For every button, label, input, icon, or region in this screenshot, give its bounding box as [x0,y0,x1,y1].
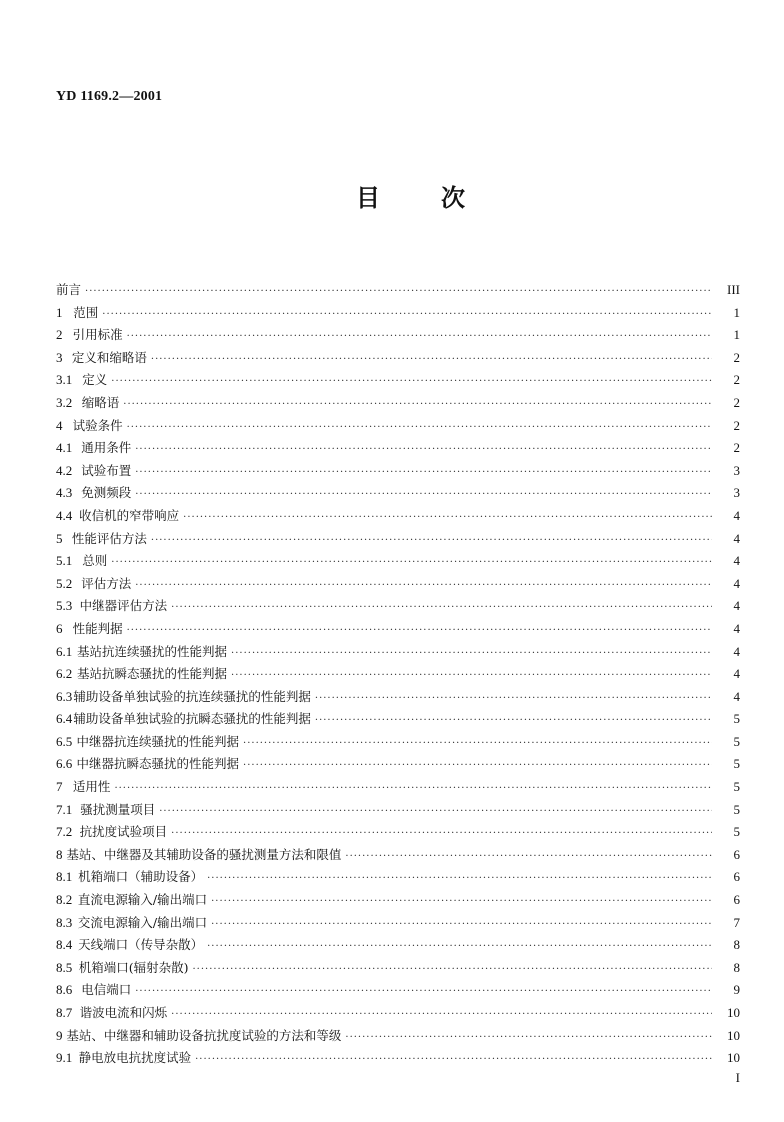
toc-entry-number: 7 [56,779,63,795]
toc-entry-number: 5.1 [56,553,73,569]
toc-entry-title: 性能评估方法 [71,530,147,546]
toc-entry-number: 5.2 [56,575,73,591]
toc-leader-dots [315,710,712,733]
toc-entry-title: 机箱端口（辅助设备） [78,869,204,885]
toc-entry-title: 定义 [82,372,108,388]
toc-entry-number: 6.6 [56,756,73,772]
toc-entry-title: 基站、中继器及其辅助设备的骚扰测量方法和限值 [66,846,342,862]
toc-entry-title: 抗扰度试验项目 [79,824,168,840]
toc-entry-title: 范围 [73,304,99,320]
toc-entry[interactable] [56,392,740,415]
toc-entry-title: 定义和缩略语 [71,349,147,365]
toc-leader-dots [114,778,712,801]
toc-leader-dots [345,1027,712,1050]
toc-entry[interactable] [56,324,740,347]
toc-entry-title: 中继器抗连续骚扰的性能判据 [76,733,240,749]
toc-entry-number: 2 [56,327,63,343]
toc-entry-page: 10 [727,1050,740,1066]
toc-entry[interactable] [56,415,740,438]
toc-entry-page: 1 [733,327,740,343]
toc-entry[interactable] [56,731,740,754]
toc-leader-dots [111,371,712,394]
toc-entry[interactable] [56,866,740,889]
toc-leader-dots [211,891,712,914]
toc-entry[interactable] [56,708,740,731]
toc-entry-page: 4 [733,643,740,659]
toc-entry[interactable] [56,437,740,460]
toc-entry-title: 前言 [56,282,82,297]
toc-entry[interactable] [56,934,740,957]
toc-entry[interactable] [56,979,740,1002]
toc-entry-page: 10 [727,1027,740,1043]
toc-leader-dots [151,530,712,553]
toc-entry-number: 4.1 [56,440,73,456]
toc-entry-title: 骚扰测量项目 [80,801,156,817]
toc-entry-page: 6 [733,846,740,862]
toc-entry-title: 收信机的窄带响应 [79,507,180,523]
toc-entry-page: 5 [733,824,740,840]
toc-entry[interactable] [56,618,740,641]
standard-code: YD 1169.2—2001 [56,89,163,104]
toc-entry-number: 8.5 [56,959,73,975]
toc-entry-title: 交流电源输入/输出端口 [77,914,208,930]
toc-entry-page: 4 [733,553,740,569]
toc-entry-number: 4.2 [56,462,73,478]
toc-entry-page: 7 [733,914,740,930]
toc-entry-title: 天线端口（传导杂散） [78,937,204,953]
toc-entry-page: 4 [733,666,740,682]
toc-entry-page: 4 [733,507,740,523]
toc-entry-page: 2 [733,394,740,410]
toc-entry[interactable] [56,595,740,618]
toc-entry[interactable] [56,821,740,844]
toc-leader-dots [315,688,712,711]
toc-leader-dots [127,417,712,440]
toc-entry[interactable] [56,550,740,573]
toc-entry-page: 3 [733,485,740,501]
toc-entry-number: 4 [56,417,63,433]
toc-entry-title: 中继器抗瞬态骚扰的性能判据 [76,756,240,772]
toc-entry-number: 7.2 [56,824,73,840]
toc-entry-page: 3 [733,462,740,478]
toc-entry[interactable] [56,686,740,709]
toc-entry-number: 8.2 [56,892,73,908]
toc-entry-page: 5 [733,756,740,772]
toc-entry-title: 引用标准 [72,327,123,343]
toc-entry-title: 谐波电流和闪烁 [79,1005,168,1020]
toc-leader-dots [151,349,712,372]
toc-entry-title: 试验条件 [72,417,123,433]
toc-leader-dots [192,959,712,982]
page-title-char-2: 次 [441,184,465,212]
toc-leader-dots [171,597,712,620]
toc-entry-number: 8.7 [56,1005,73,1020]
toc-entry-title: 静电放电抗扰度试验 [78,1050,192,1066]
toc-entry-number: 8.3 [56,914,73,930]
toc-leader-dots [243,733,712,756]
toc-entry-number: 6.2 [56,666,73,682]
toc-entry-title: 基站抗瞬态骚扰的性能判据 [77,666,228,682]
toc-entry-page: 2 [733,349,740,365]
toc-entry[interactable] [56,279,740,302]
toc-entry[interactable] [56,753,740,776]
toc-entry[interactable] [56,799,740,822]
toc-entry-page: 4 [733,688,740,704]
toc-leader-dots [135,981,712,1004]
toc-entry-number: 8.6 [56,982,73,998]
toc-entry[interactable] [56,663,740,686]
toc-leader-dots [135,439,712,462]
toc-entry[interactable] [56,641,740,664]
toc-entry-page: 5 [733,801,740,817]
toc-entry-number: 4.3 [56,485,73,501]
toc-leader-dots [231,643,712,666]
toc-entry-number: 6.4 [56,711,73,727]
toc-entry-number: 5 [56,530,63,546]
toc-entry[interactable] [56,1025,740,1048]
toc-entry-page: 5 [733,711,740,727]
toc-entry-title: 适用性 [72,779,111,795]
toc-leader-dots [159,801,712,824]
toc-leader-dots [183,507,712,530]
toc-entry[interactable] [56,573,740,596]
toc-entry[interactable] [56,369,740,392]
toc-entry-title: 中继器评估方法 [79,598,168,614]
page-number: I [735,1070,740,1085]
toc-entry-number: 4.4 [56,507,73,523]
toc-entry[interactable] [56,1002,740,1025]
toc-leader-dots [135,575,712,598]
toc-leader-dots [207,868,712,891]
toc-entry[interactable] [56,776,740,799]
toc-entry[interactable] [56,347,740,370]
toc-leader-dots [111,552,712,575]
toc-entry-number: 9.1 [56,1050,73,1066]
table-of-contents [56,279,740,1070]
toc-entry[interactable] [56,482,740,505]
toc-entry-page: 4 [733,620,740,636]
toc-entry-number: 6 [56,620,63,636]
toc-leader-dots [195,1049,712,1072]
toc-entry-page: 9 [733,982,740,998]
toc-entry-page: 6 [733,869,740,885]
toc-entry[interactable] [56,912,740,935]
toc-leader-dots [123,394,712,417]
toc-leader-dots [135,484,712,507]
toc-entry-page: 4 [733,598,740,614]
toc-entry-number: 6.5 [56,733,73,749]
toc-entry-title: 辅助设备单独试验的抗瞬态骚扰的性能判据 [73,711,311,727]
toc-entry-number: 5.3 [56,598,73,614]
toc-leader-dots [127,326,712,349]
toc-leader-dots [207,936,712,959]
toc-entry[interactable] [56,302,740,325]
toc-entry-number: 8.1 [56,869,73,885]
page-title-char-1: 目 [356,184,380,212]
toc-entry-number: 3.1 [56,372,73,388]
toc-entry-page: 8 [733,937,740,953]
toc-entry-page: 5 [733,733,740,749]
toc-entry-number: 8.4 [56,937,73,953]
toc-entry-number: 6.3 [56,688,73,704]
toc-entry-page: 2 [733,372,740,388]
toc-leader-dots [85,281,712,304]
toc-entry-number: 3.2 [56,394,73,410]
toc-entry-title: 基站抗连续骚扰的性能判据 [77,643,228,659]
toc-leader-dots [127,620,712,643]
toc-entry-page: 2 [733,440,740,456]
toc-entry-page: 1 [733,304,740,320]
toc-entry-title: 机箱端口(辐射杂散) [78,959,189,975]
toc-entry-title: 通用条件 [81,440,132,456]
toc-entry[interactable] [56,505,740,528]
toc-entry-page: 6 [733,892,740,908]
toc-entry-number: 6.1 [56,643,73,659]
toc-entry[interactable] [56,844,740,867]
toc-entry-number: 9 [56,1027,63,1043]
toc-entry-title: 基站、中继器和辅助设备抗扰度试验的方法和等级 [66,1027,342,1043]
toc-entry-number: 8 [56,846,63,862]
toc-entry-title: 电信端口 [81,982,132,998]
toc-entry-page: 4 [733,530,740,546]
toc-entry-title: 缩略语 [81,394,120,410]
toc-entry[interactable] [56,460,740,483]
toc-entry-title: 总则 [82,553,108,569]
toc-entry-number: 7.1 [56,801,73,817]
toc-entry-page: 2 [733,417,740,433]
toc-entry[interactable] [56,528,740,551]
toc-entry-number: 1 [56,304,63,320]
toc-entry-page: 5 [733,779,740,795]
toc-entry-number: 3 [56,349,63,365]
toc-entry[interactable] [56,1047,740,1070]
toc-leader-dots [231,665,712,688]
toc-entry-title: 试验布置 [81,462,132,478]
toc-entry[interactable] [56,889,740,912]
toc-entry-title: 免测频段 [81,485,132,501]
toc-leader-dots [171,1004,712,1027]
toc-leader-dots [135,462,712,485]
toc-entry-page: 4 [733,575,740,591]
toc-leader-dots [102,304,712,327]
toc-leader-dots [171,823,712,846]
toc-entry-page: III [727,282,740,297]
toc-entry-title: 辅助设备单独试验的抗连续骚扰的性能判据 [73,688,311,704]
toc-leader-dots [345,846,712,869]
page-title [0,178,784,212]
toc-entry-page: 10 [727,1005,740,1020]
toc-entry-title: 性能判据 [72,620,123,636]
toc-entry[interactable] [56,957,740,980]
toc-leader-dots [243,755,712,778]
toc-entry-title: 直流电源输入/输出端口 [77,892,208,908]
toc-entry-title: 评估方法 [81,575,132,591]
toc-leader-dots [211,914,712,937]
toc-entry-page: 8 [733,959,740,975]
